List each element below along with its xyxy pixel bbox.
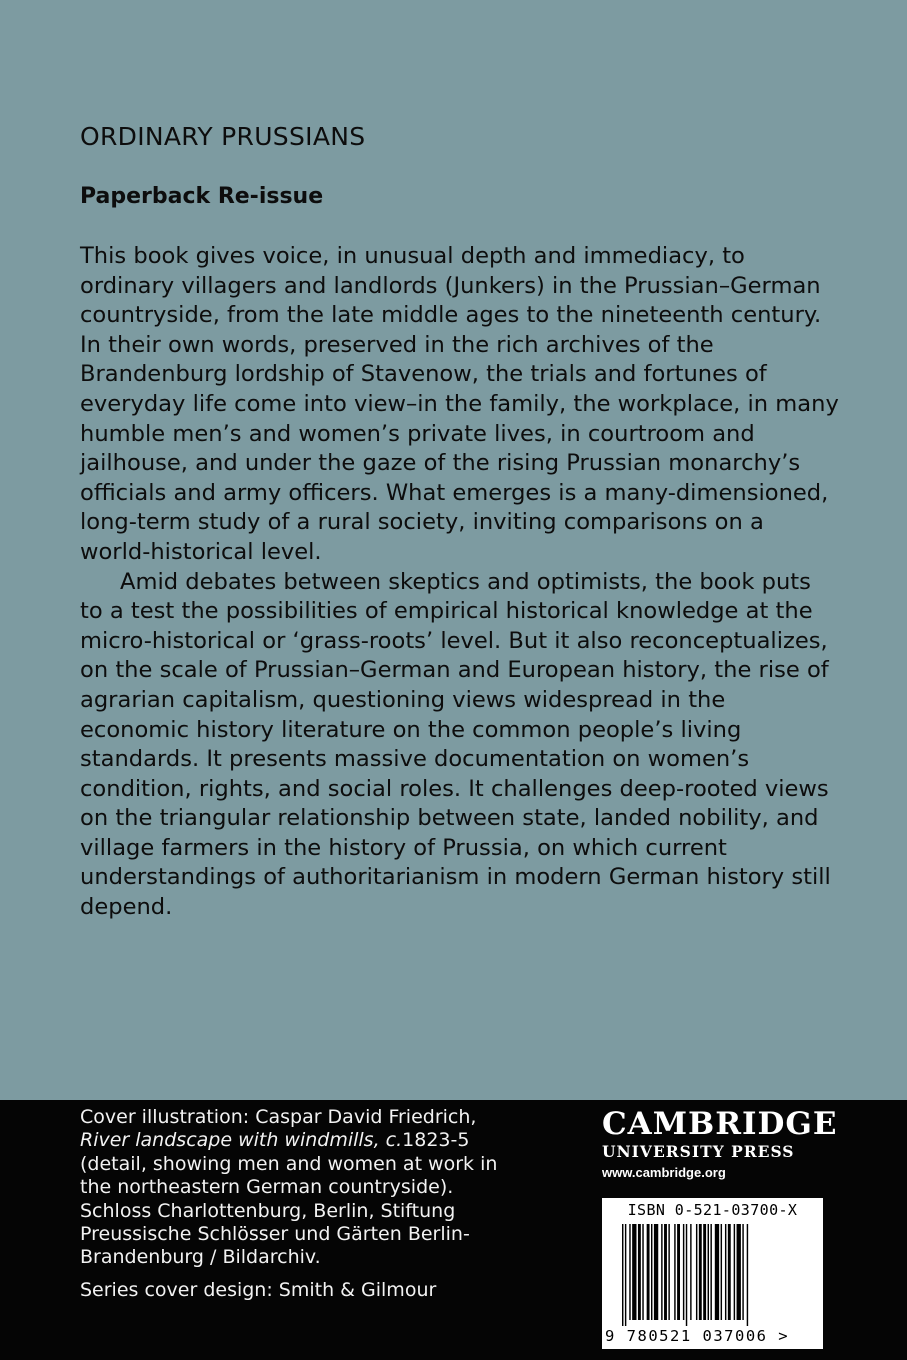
publisher-subname: UNIVERSITY PRESS (602, 1142, 795, 1161)
barcode-bar (696, 1224, 697, 1320)
edition-label: Paperback Re-issue (80, 184, 324, 209)
barcode-bar (721, 1224, 722, 1320)
barcode-bar (686, 1224, 687, 1326)
artwork-circa: c. (385, 1129, 403, 1152)
barcode-bar (690, 1224, 691, 1320)
barcode-bar (651, 1224, 652, 1320)
publisher-url: www.cambridge.org (602, 1165, 726, 1180)
publisher-logo (602, 1106, 838, 1180)
barcode-bar (622, 1224, 623, 1326)
barcode-bar (699, 1224, 702, 1320)
publisher-name: CAMBRIDGE (602, 1106, 838, 1142)
cover-footer (0, 1100, 907, 1360)
barcode-bar (629, 1224, 630, 1320)
artwork-title: River landscape with windmills, (80, 1129, 380, 1152)
ean-number: 9 780521 037006 > (605, 1327, 790, 1345)
cover-illustration-credit (80, 1106, 500, 1270)
artwork-date: 1823-5 (402, 1129, 470, 1152)
barcode (602, 1198, 823, 1349)
barcode-bar (734, 1224, 735, 1320)
credit-detail: (detail, showing men and women at work in the northeastern German countryside). Schloss Charlottenburg, Berlin, Stiftung Preussische Schlösser und Gärten Berlin-Brandenburg / Bildarchiv. (80, 1152, 498, 1269)
barcode-bar (747, 1224, 748, 1326)
barcode-bar (647, 1224, 650, 1320)
description-paragraph-2: Amid debates between skeptics and optimists, the book puts to a test the possibilities of empirical historical knowledge at the micro-historical or ‘grass-roots’ level. But it also reconceptualizes, on the scale of Prussian–German and European history, the rise of agrarian capitalism, questioning views widespread in the economic history literature on the common people’s living standards. It presents massive documentation on women’s condition, rights, and social roles. It challenges deep-rooted views on the triangular relationship between state, landed nobility, and village farmers in the history of Prussia, on which current understandings of authoritarianism in modern German history still depend. (80, 568, 831, 921)
barcode-bar (632, 1224, 636, 1320)
book-title: ORDINARY PRUSSIANS (80, 122, 366, 151)
barcode-bar (664, 1224, 667, 1320)
barcode-bar (674, 1224, 675, 1320)
barcode-bar (668, 1224, 669, 1320)
barcode-bar (725, 1224, 726, 1320)
barcode-bar (708, 1224, 709, 1320)
barcode-bar (683, 1224, 684, 1320)
barcode-bars (622, 1224, 812, 1326)
barcode-bar (625, 1224, 626, 1326)
barcode-bar (715, 1224, 719, 1320)
barcode-bar (728, 1224, 731, 1320)
barcode-bar (677, 1224, 680, 1320)
barcode-bar (703, 1224, 706, 1320)
barcode-bar (661, 1224, 662, 1320)
credit-prefix: Cover illustration: Caspar David Friedrich, (80, 1106, 477, 1128)
book-description (80, 242, 840, 923)
isbn-label: ISBN 0-521-03700-X (627, 1201, 798, 1219)
design-credit: Series cover design: Smith & Gilmour (80, 1278, 437, 1301)
description-paragraph-1: This book gives voice, in unusual depth and immediacy, to ordinary villagers and landlords (Junkers) in the Prussian–German countryside, from the late middle ages to the nineteenth century. In their own words, preserved in the rich archives of the Brandenburg lordship of Stavenow, the trials and fortunes of everyday life come into view–in the family, the workplace, in many humble men’s and women’s private lives, in courtroom and jailhouse, and under the gaze of the rising Prussian monarchy’s officials and army officers. What emerges is a many-dimensioned, long-term study of a rural society, inviting comparisons on a world-historical level. (80, 243, 839, 565)
barcode-bar (642, 1224, 643, 1320)
barcode-bar (654, 1224, 658, 1320)
barcode-bar (710, 1224, 711, 1320)
barcode-bar (742, 1224, 743, 1320)
barcode-bar (638, 1224, 641, 1320)
barcode-bar (737, 1224, 741, 1320)
cover-credits (80, 1106, 500, 1302)
